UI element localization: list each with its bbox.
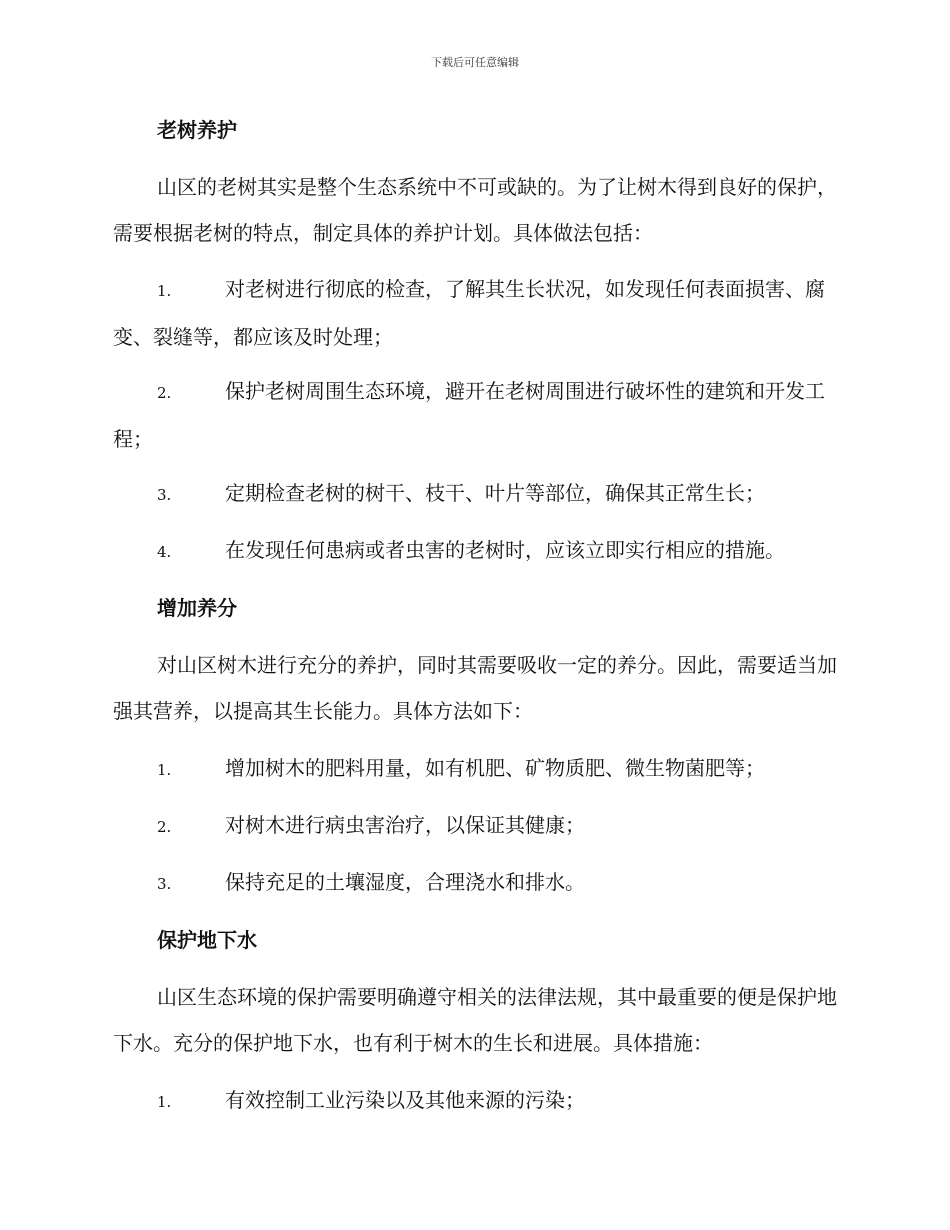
section-intro-paragraph: 山区生态环境的保护需要明确遵守相关的法律法规，其中最重要的便是保护地下水。充分的保护地下水，也有利于树木的生长和进展。具体措施： bbox=[113, 985, 837, 1055]
list-item-text: 对树木进行病虫害治疗，以保证其健康； bbox=[225, 813, 585, 837]
list-item-number: 2. bbox=[157, 384, 172, 402]
list-item-text: 对老树进行彻底的检查，了解其生长状况，如发现任何表面损害、腐变、裂缝等，都应该及时处理； bbox=[113, 277, 825, 349]
list-item bbox=[113, 859, 839, 907]
list-item bbox=[113, 266, 839, 360]
list-item bbox=[113, 368, 839, 462]
list-item bbox=[113, 527, 839, 575]
list-item-text: 保持充足的土壤湿度，合理浇水和排水。 bbox=[225, 870, 585, 894]
list-item-text: 在发现任何患病或者虫害的老树时，应该立即实行相应的措施。 bbox=[225, 538, 785, 562]
list-item-number: 1. bbox=[157, 761, 172, 779]
list-item-number: 3. bbox=[157, 875, 172, 893]
list-item-number: 1. bbox=[157, 282, 172, 300]
list-item-number: 1. bbox=[157, 1093, 172, 1111]
list-item-number: 3. bbox=[157, 486, 172, 504]
list-item bbox=[113, 1077, 839, 1125]
list-item-text: 保护老树周围生态环境，避开在老树周围进行破坏性的建筑和开发工程； bbox=[113, 379, 825, 451]
list-item bbox=[113, 802, 839, 850]
section-heading: 增加养分 bbox=[157, 596, 237, 620]
list-item-text: 有效控制工业污染以及其他来源的污染； bbox=[225, 1088, 585, 1112]
list-item-number: 2. bbox=[157, 818, 172, 836]
section-intro-paragraph: 对山区树木进行充分的养护，同时其需要吸收一定的养分。因此，需要适当加强其营养，以提高其生长能力。具体方法如下： bbox=[113, 653, 837, 723]
list-item-number: 4. bbox=[157, 543, 172, 561]
list-item bbox=[113, 745, 839, 793]
section-intro-paragraph: 山区的老树其实是整个生态系统中不可或缺的。为了让树木得到良好的保护，需要根据老树的特点，制定具体的养护计划。具体做法包括： bbox=[113, 175, 837, 245]
section-heading: 保护地下水 bbox=[157, 928, 257, 952]
page-header-note: 下载后可任意编辑 bbox=[431, 56, 519, 69]
list-item-text: 定期检查老树的树干、枝干、叶片等部位，确保其正常生长； bbox=[225, 481, 765, 505]
section-heading: 老树养护 bbox=[157, 118, 237, 142]
list-item-text: 增加树木的肥料用量，如有机肥、矿物质肥、微生物菌肥等； bbox=[225, 756, 765, 780]
list-item bbox=[113, 470, 839, 518]
